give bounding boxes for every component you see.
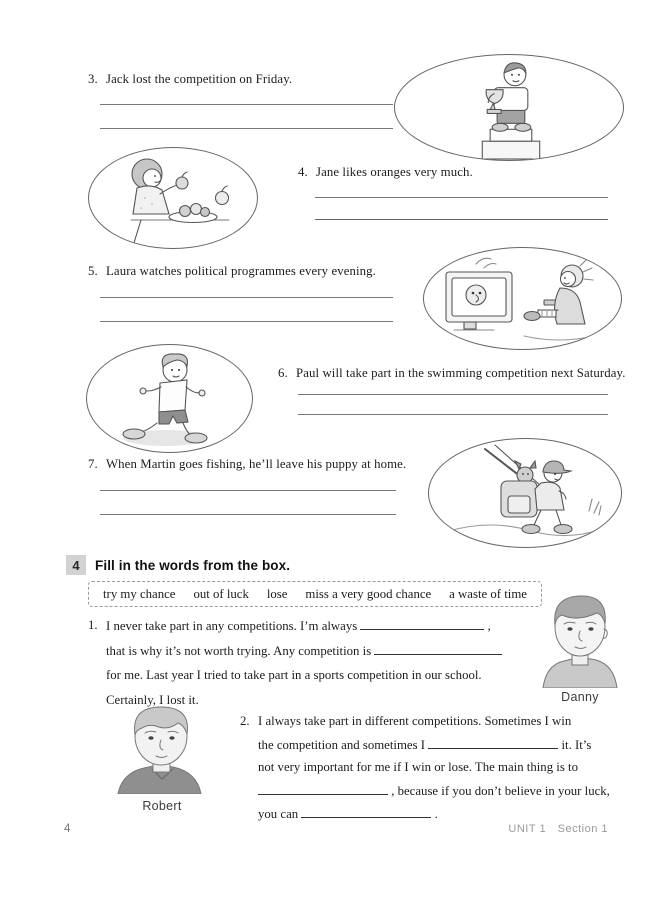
item-6-answer-line-2 — [298, 414, 608, 415]
word-box-item: try my chance — [103, 586, 176, 601]
portrait-robert-label: Robert — [142, 799, 182, 813]
item-5-text: Laura watches political programmes every evening. — [106, 264, 376, 278]
item-7-sentence — [88, 457, 406, 472]
item-3-sentence — [88, 72, 292, 87]
illustration-boy-with-trophy — [394, 54, 624, 161]
illustration-girl-eating-fruit — [88, 147, 258, 249]
fill-item-1-number: 1. — [88, 618, 98, 632]
item-4-number: 4. — [298, 165, 308, 179]
item-6-number: 6. — [278, 366, 288, 380]
item-5-number: 5. — [88, 264, 98, 278]
exercise-title: Fill in the words from the box. — [95, 557, 291, 573]
blank-field — [374, 643, 502, 655]
item-7-answer-line-1 — [100, 490, 396, 491]
blank-field — [428, 737, 558, 749]
text-segment: . — [434, 807, 438, 821]
word-box-item: a waste of time — [449, 586, 527, 601]
word-box-item: miss a very good chance — [305, 586, 432, 601]
item-5-answer-line-1 — [100, 297, 393, 298]
fill-item-1-line-2 — [106, 643, 502, 659]
word-box — [88, 581, 542, 607]
blank-field — [301, 806, 431, 818]
blank-field — [258, 783, 388, 795]
item-5-sentence — [88, 264, 376, 279]
footer-unit-section — [508, 823, 608, 835]
text-segment: you can — [258, 807, 299, 821]
item-3-text: Jack lost the competition on Friday. — [106, 72, 293, 86]
text-segment: I never take part in any competitions. I’m always — [106, 619, 358, 633]
text-segment: , — [487, 619, 491, 633]
footer-unit: UNIT 1 — [508, 823, 547, 835]
item-4-answer-line-2 — [315, 219, 608, 220]
illustration-boy-fishing-with-puppy — [428, 438, 622, 548]
illustration-girl-watching-tv — [423, 247, 622, 350]
word-box-item: lose — [266, 586, 288, 601]
fill-item-2-line-5 — [258, 806, 438, 822]
portrait-robert — [108, 697, 216, 794]
fill-item-2-line-4 — [258, 783, 610, 799]
blank-field — [360, 618, 484, 630]
item-6-sentence — [278, 366, 626, 381]
item-3-answer-line-2 — [100, 128, 393, 129]
item-6-text: Paul will take part in the swimming competition next Saturday. — [296, 366, 626, 380]
item-3-answer-line-1 — [100, 104, 393, 105]
item-4-answer-line-1 — [315, 197, 608, 198]
item-4-sentence — [298, 165, 473, 180]
word-box-item: out of luck — [193, 586, 249, 601]
text-segment: that is why it’s not worth trying. Any competition is — [106, 644, 372, 658]
item-5-answer-line-2 — [100, 321, 393, 322]
page-number: 4 — [64, 823, 71, 835]
fill-item-1-line-4: Certainly, I lost it. — [106, 693, 199, 707]
exercise-number-badge: 4 — [66, 555, 86, 575]
item-7-number: 7. — [88, 457, 98, 471]
item-7-text: When Martin goes fishing, he’ll leave his puppy at home. — [106, 457, 407, 471]
fill-item-2-line-2 — [258, 737, 591, 753]
item-6-answer-line-1 — [298, 394, 608, 395]
portrait-danny — [535, 585, 625, 688]
fill-item-1-line-1 — [106, 618, 491, 634]
illustration-boy-running — [86, 344, 253, 453]
exercise-4-header — [66, 555, 290, 575]
fill-item-2-line-3: not very important for me if I win or lose. The main thing is to — [258, 760, 578, 774]
item-7-answer-line-2 — [100, 514, 396, 515]
footer-section: Section 1 — [557, 823, 608, 835]
text-segment: , because if you don’t believe in your luck, — [391, 784, 610, 798]
text-segment: it. It’s — [561, 738, 592, 752]
item-3-number: 3. — [88, 72, 98, 86]
fill-item-2-line-1: I always take part in different competitions. Sometimes I win — [258, 714, 572, 728]
item-4-text: Jane likes oranges very much. — [316, 165, 473, 179]
fill-item-2-number: 2. — [240, 714, 250, 728]
text-segment: the competition and sometimes I — [258, 738, 426, 752]
portrait-danny-label: Danny — [561, 690, 599, 704]
fill-item-1-line-3: for me. Last year I tried to take part in a sports competition in our school. — [106, 668, 482, 682]
